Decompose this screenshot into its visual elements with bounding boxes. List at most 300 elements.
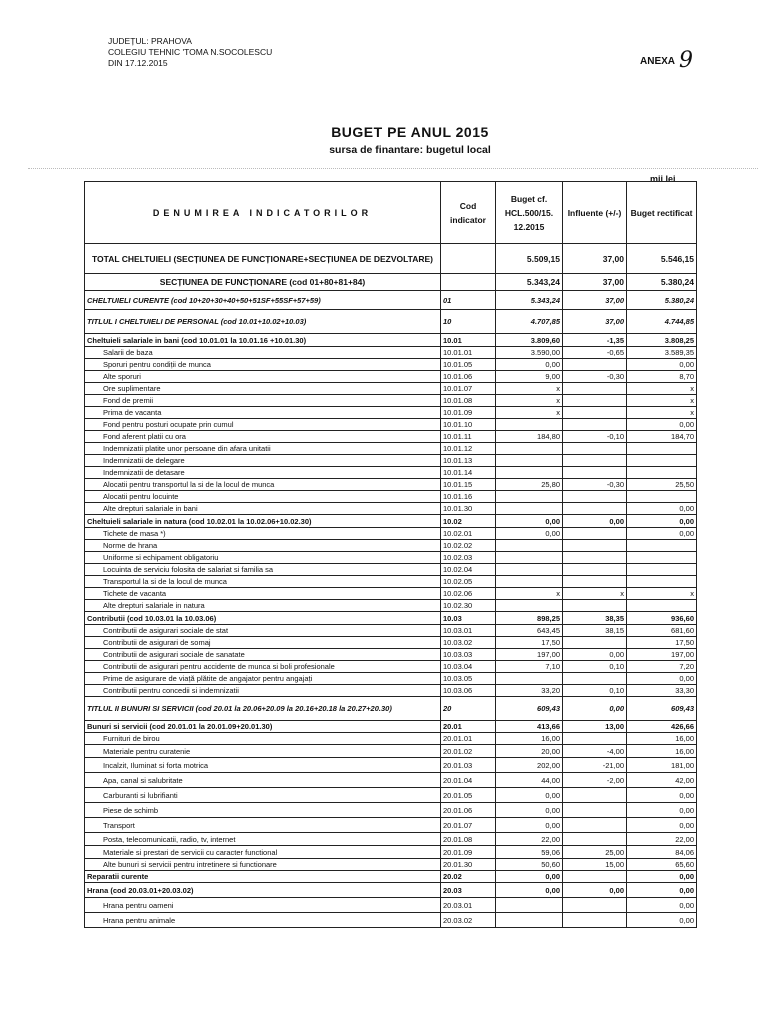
influence-cell bbox=[563, 407, 627, 419]
indicator-name-cell: Alocatii pentru locuinte bbox=[85, 491, 441, 503]
rectified-cell: 0,00 bbox=[627, 515, 697, 528]
table-row bbox=[85, 721, 697, 733]
table-row bbox=[85, 637, 697, 649]
table-row bbox=[85, 515, 697, 528]
institution-line: COLEGIU TEHNIC 'TOMA N.SOCOLESCU bbox=[108, 47, 273, 57]
table-row bbox=[85, 431, 697, 443]
influence-cell bbox=[563, 788, 627, 803]
code-cell: 10.03.03 bbox=[441, 649, 496, 661]
rectified-cell: 65,60 bbox=[627, 859, 697, 871]
code-cell: 10.02.03 bbox=[441, 552, 496, 564]
budget-cell: 5.343,24 bbox=[496, 274, 563, 291]
indicator-name-cell: TITLUL II BUNURI SI SERVICII (cod 20.01 la 20.06+20.09 la 20.16+20.18 la 20.27+20.30) bbox=[85, 697, 441, 721]
budget-cell: 59,06 bbox=[496, 846, 563, 859]
influence-cell bbox=[563, 898, 627, 913]
table-row bbox=[85, 833, 697, 846]
indicator-name-cell: Ore suplimentare bbox=[85, 383, 441, 395]
influence-cell: 15,00 bbox=[563, 859, 627, 871]
influence-cell bbox=[563, 540, 627, 552]
code-cell: 20.02 bbox=[441, 871, 496, 883]
indicator-name-cell: Tichete de masa *) bbox=[85, 528, 441, 540]
budget-cell: 0,00 bbox=[496, 515, 563, 528]
influence-cell bbox=[563, 528, 627, 540]
indicator-name-cell: Piese de schimb bbox=[85, 803, 441, 818]
influence-cell: x bbox=[563, 588, 627, 600]
rectified-cell: 22,00 bbox=[627, 833, 697, 846]
table-row bbox=[85, 883, 697, 898]
influence-cell bbox=[563, 491, 627, 503]
indicator-name-cell: Hrana pentru oameni bbox=[85, 898, 441, 913]
header-influence: Influente (+/-) bbox=[563, 182, 627, 244]
code-cell: 20.01.09 bbox=[441, 846, 496, 859]
influence-cell bbox=[563, 467, 627, 479]
code-cell: 10.01.30 bbox=[441, 503, 496, 515]
indicator-name-cell: Uniforme si echipament obligatoriu bbox=[85, 552, 441, 564]
rectified-cell: 609,43 bbox=[627, 697, 697, 721]
code-cell: 20.03 bbox=[441, 883, 496, 898]
code-cell: 10.02.30 bbox=[441, 600, 496, 612]
indicator-name-cell: Alte drepturi salariale in natura bbox=[85, 600, 441, 612]
rectified-cell: 7,20 bbox=[627, 661, 697, 673]
table-row bbox=[85, 661, 697, 673]
indicator-name-cell: Hrana pentru animale bbox=[85, 913, 441, 928]
influence-cell bbox=[563, 552, 627, 564]
budget-cell: 25,80 bbox=[496, 479, 563, 491]
table-row bbox=[85, 846, 697, 859]
code-cell: 20.03.02 bbox=[441, 913, 496, 928]
rectified-cell: 5.546,15 bbox=[627, 244, 697, 274]
rectified-cell: 0,00 bbox=[627, 883, 697, 898]
influence-cell: 38,15 bbox=[563, 625, 627, 637]
indicator-name-cell: Contributii pentru concedii si indemnizatii bbox=[85, 685, 441, 697]
table-body bbox=[85, 244, 697, 928]
indicator-name-cell: Indemnizatii platite unor persoane din afara unitatii bbox=[85, 443, 441, 455]
table-row bbox=[85, 419, 697, 431]
influence-cell: 0,10 bbox=[563, 685, 627, 697]
budget-cell: 197,00 bbox=[496, 649, 563, 661]
code-cell: 10.01.11 bbox=[441, 431, 496, 443]
rectified-cell bbox=[627, 443, 697, 455]
code-cell: 10 bbox=[441, 310, 496, 334]
header-code: Cod indicator bbox=[441, 182, 496, 244]
code-cell: 10.01.09 bbox=[441, 407, 496, 419]
page-title: BUGET PE ANUL 2015 bbox=[331, 124, 489, 140]
indicator-name-cell: Sporuri pentru condiții de munca bbox=[85, 359, 441, 371]
indicator-name-cell: Prime de asigurare de viață plătite de angajator pentru angajați bbox=[85, 673, 441, 685]
influence-cell: -0,10 bbox=[563, 431, 627, 443]
influence-cell bbox=[563, 455, 627, 467]
code-cell: 10.02.01 bbox=[441, 528, 496, 540]
budget-cell: 16,00 bbox=[496, 733, 563, 745]
table-row bbox=[85, 600, 697, 612]
indicator-name-cell: Cheltuieli salariale in bani (cod 10.01.01 la 10.01.16 +10.01.30) bbox=[85, 334, 441, 347]
code-cell: 20.01.05 bbox=[441, 788, 496, 803]
rectified-cell bbox=[627, 455, 697, 467]
rectified-cell: x bbox=[627, 395, 697, 407]
budget-cell: 0,00 bbox=[496, 788, 563, 803]
table-row bbox=[85, 673, 697, 685]
table-row bbox=[85, 788, 697, 803]
table-row bbox=[85, 334, 697, 347]
code-cell: 10.03.04 bbox=[441, 661, 496, 673]
date-line: DIN 17.12.2015 bbox=[108, 58, 168, 68]
code-cell: 20.01.04 bbox=[441, 773, 496, 788]
influence-cell: 37,00 bbox=[563, 244, 627, 274]
rectified-cell: x bbox=[627, 383, 697, 395]
budget-cell: 609,43 bbox=[496, 697, 563, 721]
rectified-cell: x bbox=[627, 407, 697, 419]
indicator-name-cell: Alte bunuri si servicii pentru intretinere si functionare bbox=[85, 859, 441, 871]
header-budget: Buget cf. HCL.500/15. 12.2015 bbox=[496, 182, 563, 244]
rectified-cell: 0,00 bbox=[627, 673, 697, 685]
rectified-cell bbox=[627, 467, 697, 479]
table-row bbox=[85, 528, 697, 540]
code-cell: 01 bbox=[441, 291, 496, 310]
table-row bbox=[85, 479, 697, 491]
code-cell: 20.01.30 bbox=[441, 859, 496, 871]
budget-cell: 3.590,00 bbox=[496, 347, 563, 359]
influence-cell bbox=[563, 673, 627, 685]
rectified-cell: 0,00 bbox=[627, 818, 697, 833]
budget-cell: x bbox=[496, 395, 563, 407]
code-cell: 10.01.10 bbox=[441, 419, 496, 431]
rectified-cell: 184,70 bbox=[627, 431, 697, 443]
rectified-cell: 5.380,24 bbox=[627, 274, 697, 291]
budget-cell bbox=[496, 540, 563, 552]
indicator-name-cell: Furnituri de birou bbox=[85, 733, 441, 745]
table-row bbox=[85, 818, 697, 833]
indicator-name-cell: Posta, telecomunicatii, radio, tv, internet bbox=[85, 833, 441, 846]
influence-cell bbox=[563, 803, 627, 818]
table-row bbox=[85, 612, 697, 625]
rectified-cell bbox=[627, 600, 697, 612]
rectified-cell: 8,70 bbox=[627, 371, 697, 383]
budget-cell bbox=[496, 552, 563, 564]
budget-cell bbox=[496, 673, 563, 685]
budget-cell: 5.509,15 bbox=[496, 244, 563, 274]
code-cell: 10.03.05 bbox=[441, 673, 496, 685]
code-cell: 20.01 bbox=[441, 721, 496, 733]
influence-cell: -4,00 bbox=[563, 745, 627, 758]
indicator-name-cell: Locuinta de serviciu folosita de salariat si familia sa bbox=[85, 564, 441, 576]
indicator-name-cell: Reparatii curente bbox=[85, 871, 441, 883]
indicator-name-cell: Contributii de asigurari sociale de sanatate bbox=[85, 649, 441, 661]
budget-cell bbox=[496, 491, 563, 503]
influence-cell bbox=[563, 359, 627, 371]
rectified-cell: 17,50 bbox=[627, 637, 697, 649]
table-row bbox=[85, 576, 697, 588]
table-row bbox=[85, 859, 697, 871]
influence-cell: 13,00 bbox=[563, 721, 627, 733]
rectified-cell: 0,00 bbox=[627, 803, 697, 818]
budget-cell: 643,45 bbox=[496, 625, 563, 637]
influence-cell: -1,35 bbox=[563, 334, 627, 347]
budget-cell bbox=[496, 419, 563, 431]
influence-cell: -0,30 bbox=[563, 479, 627, 491]
budget-cell: 898,25 bbox=[496, 612, 563, 625]
rectified-cell: 426,66 bbox=[627, 721, 697, 733]
indicator-name-cell: Fond de premii bbox=[85, 395, 441, 407]
budget-cell: 0,00 bbox=[496, 883, 563, 898]
table-row bbox=[85, 697, 697, 721]
code-cell: 10.01.14 bbox=[441, 467, 496, 479]
table-row bbox=[85, 407, 697, 419]
budget-cell: 3.809,60 bbox=[496, 334, 563, 347]
rectified-cell: 33,30 bbox=[627, 685, 697, 697]
indicator-name-cell: Alte sporuri bbox=[85, 371, 441, 383]
table-row bbox=[85, 625, 697, 637]
budget-cell bbox=[496, 913, 563, 928]
influence-cell: 0,00 bbox=[563, 649, 627, 661]
code-cell: 10.01.07 bbox=[441, 383, 496, 395]
code-cell: 10.01.12 bbox=[441, 443, 496, 455]
rectified-cell: 4.744,85 bbox=[627, 310, 697, 334]
code-cell: 10.03 bbox=[441, 612, 496, 625]
influence-cell bbox=[563, 419, 627, 431]
indicator-name-cell: TOTAL CHELTUIELI (SECȚIUNEA DE FUNCȚIONARE+SECȚIUNEA DE DEZVOLTARE) bbox=[85, 244, 441, 274]
rectified-cell: 3.589,35 bbox=[627, 347, 697, 359]
influence-cell bbox=[563, 833, 627, 846]
table-row bbox=[85, 733, 697, 745]
table-row bbox=[85, 540, 697, 552]
indicator-name-cell: Indemnizatii de detasare bbox=[85, 467, 441, 479]
code-cell bbox=[441, 274, 496, 291]
rectified-cell: 16,00 bbox=[627, 733, 697, 745]
indicator-name-cell: Carburanti si lubrifianti bbox=[85, 788, 441, 803]
budget-cell: 0,00 bbox=[496, 818, 563, 833]
influence-cell: 37,00 bbox=[563, 310, 627, 334]
indicator-name-cell: Prima de vacanta bbox=[85, 407, 441, 419]
indicator-name-cell: Contributii (cod 10.03.01 la 10.03.06) bbox=[85, 612, 441, 625]
rectified-cell: 0,00 bbox=[627, 871, 697, 883]
table-row bbox=[85, 274, 697, 291]
indicator-name-cell: Incalzit, Iluminat si forta motrica bbox=[85, 758, 441, 773]
influence-cell: -21,00 bbox=[563, 758, 627, 773]
rectified-cell: 681,60 bbox=[627, 625, 697, 637]
table-row bbox=[85, 347, 697, 359]
influence-cell bbox=[563, 383, 627, 395]
table-header-row bbox=[85, 182, 697, 244]
budget-cell: 20,00 bbox=[496, 745, 563, 758]
code-cell: 10.01.16 bbox=[441, 491, 496, 503]
table-row bbox=[85, 310, 697, 334]
influence-cell bbox=[563, 733, 627, 745]
table-row bbox=[85, 913, 697, 928]
influence-cell: -0,65 bbox=[563, 347, 627, 359]
rectified-cell: 0,00 bbox=[627, 419, 697, 431]
influence-cell bbox=[563, 871, 627, 883]
budget-cell: 5.343,24 bbox=[496, 291, 563, 310]
code-cell: 10.03.02 bbox=[441, 637, 496, 649]
code-cell: 10.03.06 bbox=[441, 685, 496, 697]
table-row bbox=[85, 244, 697, 274]
code-cell: 10.02.06 bbox=[441, 588, 496, 600]
budget-cell: 7,10 bbox=[496, 661, 563, 673]
budget-cell: 33,20 bbox=[496, 685, 563, 697]
rectified-cell: 42,00 bbox=[627, 773, 697, 788]
table-row bbox=[85, 649, 697, 661]
influence-cell: -0,30 bbox=[563, 371, 627, 383]
budget-cell: 44,00 bbox=[496, 773, 563, 788]
rectified-cell bbox=[627, 540, 697, 552]
budget-cell: 9,00 bbox=[496, 371, 563, 383]
budget-cell bbox=[496, 564, 563, 576]
budget-cell: x bbox=[496, 407, 563, 419]
county-line: JUDEȚUL: PRAHOVA bbox=[108, 36, 192, 46]
code-cell: 20.01.06 bbox=[441, 803, 496, 818]
unit-label: mii lei bbox=[650, 174, 676, 184]
indicator-name-cell: Contributii de asigurari pentru accidente de munca si boli profesionale bbox=[85, 661, 441, 673]
budget-cell: 202,00 bbox=[496, 758, 563, 773]
influence-cell bbox=[563, 600, 627, 612]
indicator-name-cell: Fond aferent platii cu ora bbox=[85, 431, 441, 443]
code-cell: 20.01.03 bbox=[441, 758, 496, 773]
table-row bbox=[85, 383, 697, 395]
rectified-cell: x bbox=[627, 588, 697, 600]
indicator-name-cell: Contributii de asigurari de somaj bbox=[85, 637, 441, 649]
code-cell: 10.02 bbox=[441, 515, 496, 528]
budget-cell bbox=[496, 898, 563, 913]
code-cell: 10.02.05 bbox=[441, 576, 496, 588]
rectified-cell: 0,00 bbox=[627, 788, 697, 803]
budget-cell: 50,60 bbox=[496, 859, 563, 871]
indicator-name-cell: Apa, canal si salubritate bbox=[85, 773, 441, 788]
table-row bbox=[85, 467, 697, 479]
indicator-name-cell: Contributii de asigurari sociale de stat bbox=[85, 625, 441, 637]
influence-cell: 38,35 bbox=[563, 612, 627, 625]
indicator-name-cell: TITLUL I CHELTUIELI DE PERSONAL (cod 10.01+10.02+10.03) bbox=[85, 310, 441, 334]
indicator-name-cell: Fond pentru posturi ocupate prin cumul bbox=[85, 419, 441, 431]
budget-cell: 4.707,85 bbox=[496, 310, 563, 334]
rectified-cell bbox=[627, 552, 697, 564]
budget-cell: 0,00 bbox=[496, 528, 563, 540]
rectified-cell: 197,00 bbox=[627, 649, 697, 661]
rectified-cell: 181,00 bbox=[627, 758, 697, 773]
rectified-cell bbox=[627, 576, 697, 588]
table-row bbox=[85, 359, 697, 371]
annex-label bbox=[640, 48, 693, 73]
table-row bbox=[85, 745, 697, 758]
code-cell: 20.01.07 bbox=[441, 818, 496, 833]
budget-cell bbox=[496, 455, 563, 467]
code-cell: 10.01.13 bbox=[441, 455, 496, 467]
indicator-name-cell: Materiale pentru curatenie bbox=[85, 745, 441, 758]
influence-cell bbox=[563, 576, 627, 588]
rectified-cell: 5.380,24 bbox=[627, 291, 697, 310]
indicator-name-cell: Materiale si prestari de servicii cu caracter functional bbox=[85, 846, 441, 859]
indicator-name-cell: Alte drepturi salariale in bani bbox=[85, 503, 441, 515]
table-row bbox=[85, 371, 697, 383]
budget-cell: 184,80 bbox=[496, 431, 563, 443]
table-row bbox=[85, 503, 697, 515]
rectified-cell: 3.808,25 bbox=[627, 334, 697, 347]
code-cell: 10.02.04 bbox=[441, 564, 496, 576]
influence-cell: 0,00 bbox=[563, 883, 627, 898]
code-cell: 20 bbox=[441, 697, 496, 721]
indicator-name-cell: Indemnizatii de delegare bbox=[85, 455, 441, 467]
table-row bbox=[85, 773, 697, 788]
page-subtitle: sursa de finantare: bugetul local bbox=[329, 144, 491, 156]
document-header bbox=[108, 36, 272, 69]
indicator-name-cell: SECȚIUNEA DE FUNCȚIONARE (cod 01+80+81+84) bbox=[85, 274, 441, 291]
rectified-cell: 84,06 bbox=[627, 846, 697, 859]
indicator-name-cell: Salarii de baza bbox=[85, 347, 441, 359]
budget-cell bbox=[496, 576, 563, 588]
indicator-name-cell: CHELTUIELI CURENTE (cod 10+20+30+40+50+51SF+55SF+57+59) bbox=[85, 291, 441, 310]
influence-cell bbox=[563, 564, 627, 576]
rectified-cell bbox=[627, 491, 697, 503]
budget-cell: x bbox=[496, 383, 563, 395]
dotted-divider bbox=[28, 168, 758, 169]
rectified-cell: 16,00 bbox=[627, 745, 697, 758]
budget-cell bbox=[496, 503, 563, 515]
budget-cell: 0,00 bbox=[496, 803, 563, 818]
indicator-name-cell: Alocatii pentru transportul la si de la locul de munca bbox=[85, 479, 441, 491]
rectified-cell: 0,00 bbox=[627, 913, 697, 928]
budget-cell bbox=[496, 467, 563, 479]
influence-cell: 0,00 bbox=[563, 515, 627, 528]
budget-cell: 17,50 bbox=[496, 637, 563, 649]
indicator-name-cell: Cheltuieli salariale in natura (cod 10.02.01 la 10.02.06+10.02.30) bbox=[85, 515, 441, 528]
indicator-name-cell: Transport bbox=[85, 818, 441, 833]
budget-cell bbox=[496, 600, 563, 612]
code-cell: 10.01.15 bbox=[441, 479, 496, 491]
header-indicator-name: DENUMIREA INDICATORILOR bbox=[85, 182, 441, 244]
budget-cell: 413,66 bbox=[496, 721, 563, 733]
table-row bbox=[85, 803, 697, 818]
code-cell: 20.03.01 bbox=[441, 898, 496, 913]
indicator-name-cell: Norme de hrana bbox=[85, 540, 441, 552]
influence-cell bbox=[563, 395, 627, 407]
budget-cell: x bbox=[496, 588, 563, 600]
table-row bbox=[85, 871, 697, 883]
rectified-cell: 0,00 bbox=[627, 528, 697, 540]
indicator-name-cell: Transportul la si de la locul de munca bbox=[85, 576, 441, 588]
code-cell: 10.01.06 bbox=[441, 371, 496, 383]
rectified-cell bbox=[627, 564, 697, 576]
table-row bbox=[85, 685, 697, 697]
rectified-cell: 936,60 bbox=[627, 612, 697, 625]
influence-cell bbox=[563, 818, 627, 833]
budget-cell: 0,00 bbox=[496, 359, 563, 371]
budget-table bbox=[84, 181, 697, 928]
indicator-name-cell: Bunuri si servicii (cod 20.01.01 la 20.01.09+20.01.30) bbox=[85, 721, 441, 733]
indicator-name-cell: Hrana (cod 20.03.01+20.03.02) bbox=[85, 883, 441, 898]
table-row bbox=[85, 491, 697, 503]
table-row bbox=[85, 443, 697, 455]
code-cell: 10.01 bbox=[441, 334, 496, 347]
table-row bbox=[85, 291, 697, 310]
influence-cell: 37,00 bbox=[563, 291, 627, 310]
code-cell bbox=[441, 244, 496, 274]
code-cell: 10.02.02 bbox=[441, 540, 496, 552]
rectified-cell: 0,00 bbox=[627, 898, 697, 913]
table-row bbox=[85, 588, 697, 600]
table-row bbox=[85, 395, 697, 407]
indicator-name-cell: Tichete de vacanta bbox=[85, 588, 441, 600]
code-cell: 10.01.05 bbox=[441, 359, 496, 371]
influence-cell: -2,00 bbox=[563, 773, 627, 788]
influence-cell bbox=[563, 637, 627, 649]
code-cell: 20.01.02 bbox=[441, 745, 496, 758]
code-cell: 10.03.01 bbox=[441, 625, 496, 637]
annex-text: ANEXA bbox=[640, 56, 676, 67]
influence-cell: 0,00 bbox=[563, 697, 627, 721]
influence-cell: 37,00 bbox=[563, 274, 627, 291]
table-row bbox=[85, 552, 697, 564]
rectified-cell: 0,00 bbox=[627, 359, 697, 371]
table-row bbox=[85, 898, 697, 913]
